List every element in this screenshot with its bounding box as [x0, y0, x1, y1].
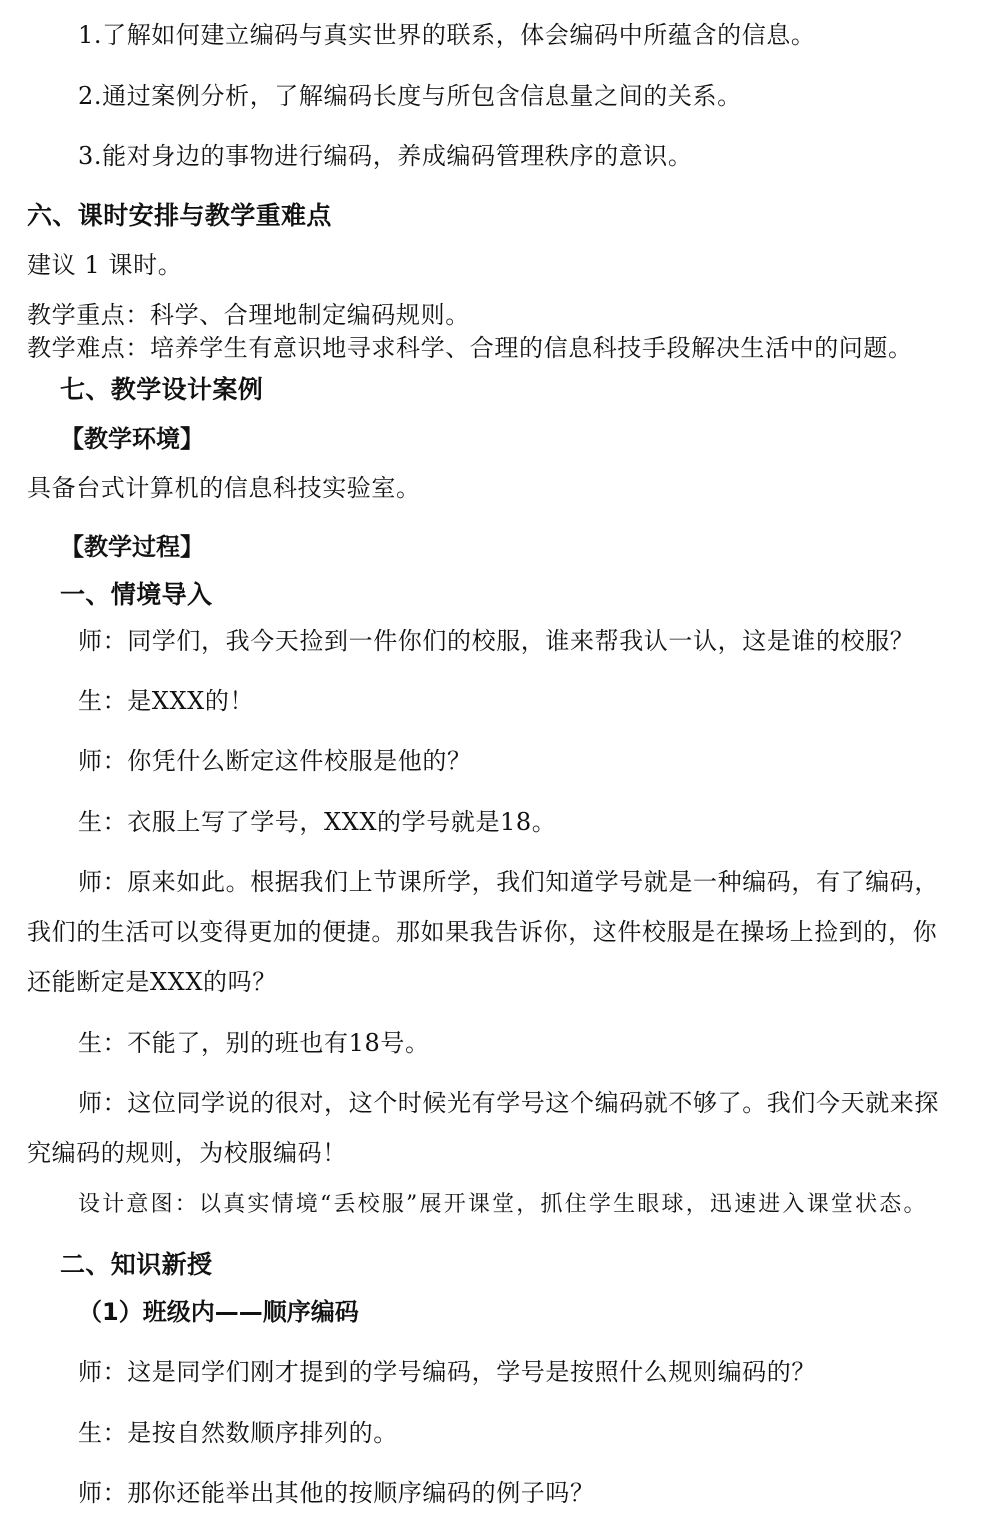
dialogue-line: 师：原来如此。根据我们上节课所学，我们知道学号就是一种编码，有了编码，	[78, 868, 939, 896]
key-point-text: 教学重点：科学、合理地制定编码规则。	[27, 301, 470, 329]
dialogue-line: 生：是XXX的！	[78, 687, 255, 715]
dialogue-line: 生：是按自然数顺序排列的。	[78, 1419, 398, 1447]
dialogue-line: 究编码的规则，为校服编码！	[27, 1139, 347, 1167]
dialogue-line: 师：你凭什么断定这件校服是他的？	[78, 747, 472, 775]
dialogue-line: 师：这位同学说的很对，这个时候光有学号这个编码就不够了。我们今天就来探	[78, 1089, 939, 1117]
objective-1: 1.了解如何建立编码与真实世界的联系，体会编码中所蕴含的信息。	[78, 21, 816, 49]
dialogue-line: 我们的生活可以变得更加的便捷。那如果我告诉你，这件校服是在操场上捡到的，你	[27, 918, 938, 946]
section6-heading: 六、课时安排与教学重难点	[27, 201, 332, 230]
design-intent-text: 设计意图：以真实情境“丢校服”展开课堂，抓住学生眼球，迅速进入课堂状态。	[78, 1192, 928, 1217]
env-text: 具备台式计算机的信息科技实验室。	[27, 474, 421, 502]
dialogue-line: 生：不能了，别的班也有18号。	[78, 1029, 430, 1057]
process-heading: 【教学过程】	[60, 533, 204, 561]
difficulty-text: 教学难点：培养学生有意识地寻求科学、合理的信息科技手段解决生活中的问题。	[27, 334, 913, 362]
section7-heading: 七、教学设计案例	[60, 375, 264, 404]
class-hours-text: 建议 1 课时。	[27, 251, 183, 279]
dialogue-line: 师：这是同学们刚才提到的学号编码，学号是按照什么规则编码的？	[78, 1358, 816, 1386]
env-heading: 【教学环境】	[60, 425, 204, 453]
part2-heading: 二、知识新授	[60, 1250, 213, 1279]
dialogue-line: 师：同学们，我今天捡到一件你们的校服，谁来帮我认一认，这是谁的校服？	[78, 627, 915, 655]
part1-heading: 一、情境导入	[60, 580, 213, 609]
part2-subheading: （1）班级内——顺序编码	[78, 1298, 359, 1326]
objective-2: 2.通过案例分析，了解编码长度与所包含信息量之间的关系。	[78, 82, 742, 110]
objective-3: 3.能对身边的事物进行编码，养成编码管理秩序的意识。	[78, 142, 693, 170]
dialogue-line: 还能断定是XXX的吗？	[27, 968, 277, 996]
dialogue-line: 生：衣服上写了学号，XXX的学号就是18。	[78, 808, 557, 836]
dialogue-line: 师：那你还能举出其他的按顺序编码的例子吗？	[78, 1479, 595, 1507]
